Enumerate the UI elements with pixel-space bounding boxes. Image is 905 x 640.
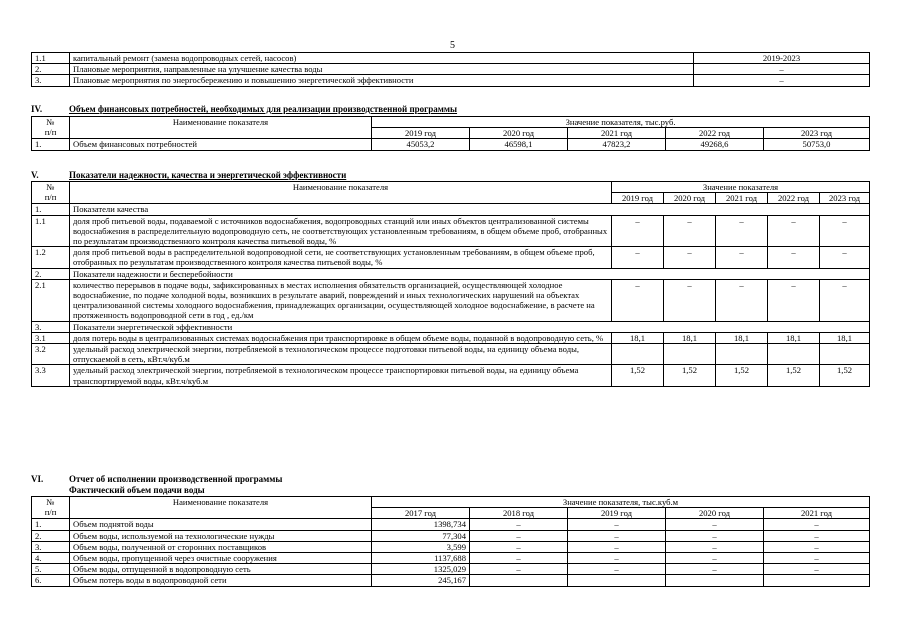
row-value: 49268,6 [666,139,764,150]
row-value: 18,1 [820,332,870,343]
row-value: 1,52 [820,365,870,386]
col-num-header [32,117,70,139]
group-name: Показатели энергетической эффективности [70,321,870,332]
year-header: 2017 год [372,508,470,519]
group-name: Показатели качества [70,204,870,215]
row-value [764,575,870,586]
row-value: – [664,215,716,247]
row-value: 18,1 [768,332,820,343]
section-number: V. [31,170,39,180]
row-value: – [470,564,568,575]
row-value: – [664,279,716,321]
row-value: – [666,519,764,530]
row-number: 3.3 [32,365,70,386]
group-row [32,204,870,215]
year-header: 2022 год [666,128,764,139]
row-value: – [768,279,820,321]
row-name: Объем воды, пропущенной через очистные сооружения [70,553,372,564]
row-value: – [568,519,666,530]
row-value: – [694,75,870,86]
row-value: 1,52 [768,365,820,386]
row-value [820,344,870,365]
row-value: – [568,564,666,575]
row-value [470,575,568,586]
col-num-label: № [46,497,55,507]
page-number: 5 [450,40,455,51]
row-name: капитальный ремонт (замена водопроводных сетей, насосов) [70,53,694,64]
section-6-heading [31,474,282,484]
row-value: 18,1 [612,332,664,343]
col-num-label: № [46,182,55,192]
row-value [664,344,716,365]
col-num-header [32,182,70,204]
row-value: – [764,530,870,541]
year-header: 2021 год [764,508,870,519]
row-value: – [716,247,768,268]
year-header: 2020 год [666,508,764,519]
table-row [32,344,870,365]
row-value: – [568,553,666,564]
row-name: Объем воды, используемой на технологические нужды [70,530,372,541]
group-name: Показатели надежности и бесперебойности [70,268,870,279]
row-value: 245,167 [372,575,470,586]
section-4-heading [31,104,457,114]
row-value: 2019-2023 [694,53,870,64]
table-row [32,530,870,541]
row-value: – [666,530,764,541]
row-number: 1.1 [32,53,70,64]
row-value: 45053,2 [372,139,470,150]
row-number: 2.1 [32,279,70,321]
row-value: 1137,688 [372,553,470,564]
row-number: 1. [32,519,70,530]
col-name-header: Наименование показателя [70,117,372,139]
row-value: – [666,553,764,564]
col-name-header: Наименование показателя [70,182,612,204]
section-5-heading [31,170,346,180]
year-header: 2021 год [568,128,666,139]
section-number: VI. [31,474,44,484]
year-header: 2019 год [372,128,470,139]
row-name: доля проб питьевой воды, подаваемой с источников водоснабжения, водопроводных станций или иных объектов централизованной системы водоснабжения в распределительную водопроводную сеть, не соответствующих установленным требованиям, в общем объеме проб, отобранных по результатам производственного контроля качества питьевой воды, % [70,215,612,247]
row-value: – [470,553,568,564]
section-6-subtitle [69,485,205,495]
row-value: – [768,215,820,247]
row-value: 18,1 [716,332,768,343]
row-value: 1398,734 [372,519,470,530]
section-title: Показатели надежности, качества и энергетической эффективности [69,170,347,180]
row-value [716,344,768,365]
row-value: – [764,553,870,564]
table-row [32,53,870,64]
row-value: 47823,2 [568,139,666,150]
row-number: 1.1 [32,215,70,247]
table-row [32,215,870,247]
row-number: 2. [32,530,70,541]
row-value: 1,52 [612,365,664,386]
year-header: 2023 год [820,193,870,204]
row-value: – [666,564,764,575]
row-name: удельный расход электрической энергии, потребляемой в технологическом процессе транспортировки питьевой воды, на единицу объема транспортируемой воды, кВт.ч/куб.м [70,365,612,386]
table-row [32,139,870,150]
table-row [32,553,870,564]
section-number: IV. [31,104,43,114]
year-header: 2023 год [764,128,870,139]
row-number: 3.1 [32,332,70,343]
table-row [32,564,870,575]
year-header: 2022 год [768,193,820,204]
row-name: Объем воды, полученной от сторонних поставщиков [70,541,372,552]
col-value-header: Значение показателя [612,182,870,193]
col-num-header [32,497,70,519]
year-header: 2021 год [716,193,768,204]
row-value: – [612,215,664,247]
row-name: Объем поднятой воды [70,519,372,530]
section-title: Отчет об исполнении производственной программы [69,474,283,484]
row-number: 3. [32,321,70,332]
col-value-header: Значение показателя, тыс.руб. [372,117,870,128]
group-row [32,268,870,279]
row-number: 1.2 [32,247,70,268]
row-value: – [764,519,870,530]
row-value: – [820,279,870,321]
supply-table [31,496,870,587]
row-number: 5. [32,564,70,575]
row-name: Объем потерь воды в водопроводной сети [70,575,372,586]
row-name: количество перерывов в подаче воды, зафиксированных в местах исполнения обязательств организацией, осуществляющей холодное водоснабжение, по подаче холодной воды, возникших в результате аварий, повреждений и иных технологических нарушений на объектах централизованной системы холодного водоснабжения, принадлежащих организации, осуществляющей холодное водоснабжение, в расчете на протяженность водопроводной сети в год , ед./км [70,279,612,321]
row-value: – [612,247,664,268]
table-row [32,541,870,552]
section-title: Объем финансовых потребностей, необходимых для реализации производственной программы [69,104,458,114]
year-header: 2018 год [470,508,568,519]
row-number: 1. [32,204,70,215]
row-number: 3.2 [32,344,70,365]
row-value: – [694,64,870,75]
row-name: Плановые мероприятия, направленные на улучшение качества воды [70,64,694,75]
indicators-table [31,181,870,387]
row-name: Объем воды, отпущенной в водопроводную сеть [70,564,372,575]
row-value [768,344,820,365]
col-value-header: Значение показателя, тыс.куб.м [372,497,870,508]
row-number: 3. [32,75,70,86]
row-value: 77,304 [372,530,470,541]
row-value: 3,599 [372,541,470,552]
row-value: – [764,541,870,552]
col-name-header: Наименование показателя [70,497,372,519]
col-num-label: № [46,117,55,127]
row-value: – [470,530,568,541]
col-num-label: п/п [44,192,57,203]
row-number: 4. [32,553,70,564]
col-num-label: п/п [44,507,57,518]
row-value [568,575,666,586]
row-name: удельный расход электрической энергии, потребляемой в технологическом процессе подготовки питьевой воды, на единицу объема воды, отпускаемой в сеть, кВт.ч/куб.м [70,344,612,365]
row-value: – [568,541,666,552]
row-number: 3. [32,541,70,552]
row-value [612,344,664,365]
row-value: – [470,541,568,552]
row-number: 2. [32,64,70,75]
row-number: 1. [32,139,70,150]
year-header: 2020 год [664,193,716,204]
row-value: – [820,247,870,268]
row-name: Плановые мероприятия по энергосбережению и повышению энергетической эффективности [70,75,694,86]
row-name: доля потерь воды в централизованных системах водоснабжения при транспортировке в общем объеме воды, поданной в водопроводную сеть, % [70,332,612,343]
row-value: – [470,519,568,530]
year-header: 2020 год [470,128,568,139]
row-value: 18,1 [664,332,716,343]
table-row [32,575,870,586]
row-value: – [568,530,666,541]
table-row [32,365,870,386]
row-value: – [768,247,820,268]
section-subtitle: Фактический объем подачи воды [69,485,205,495]
row-value: 1325,029 [372,564,470,575]
row-name: доля проб питьевой воды в распределительной водопроводной сети, не соответствующих установленным требованиям, в общем объеме проб, отобранных по результатам производственного контроля качества питьевой воды, % [70,247,612,268]
year-header: 2019 год [568,508,666,519]
col-num-label: п/п [44,127,57,138]
table-row [32,247,870,268]
row-value: – [612,279,664,321]
row-number: 6. [32,575,70,586]
row-value: 1,52 [716,365,768,386]
row-value: 46598,1 [470,139,568,150]
row-number: 2. [32,268,70,279]
table-row [32,279,870,321]
table-row [32,64,870,75]
row-value: – [716,279,768,321]
row-value: – [666,541,764,552]
row-value: – [820,215,870,247]
year-header: 2019 год [612,193,664,204]
row-value: – [716,215,768,247]
table-row [32,332,870,343]
group-row [32,321,870,332]
finance-table [31,116,870,151]
table-row [32,75,870,86]
row-name: Объем финансовых потребностей [70,139,372,150]
top-table [31,52,870,87]
row-value: – [764,564,870,575]
row-value [666,575,764,586]
row-value: 1,52 [664,365,716,386]
row-value: 50753,0 [764,139,870,150]
row-value: – [664,247,716,268]
table-row [32,519,870,530]
